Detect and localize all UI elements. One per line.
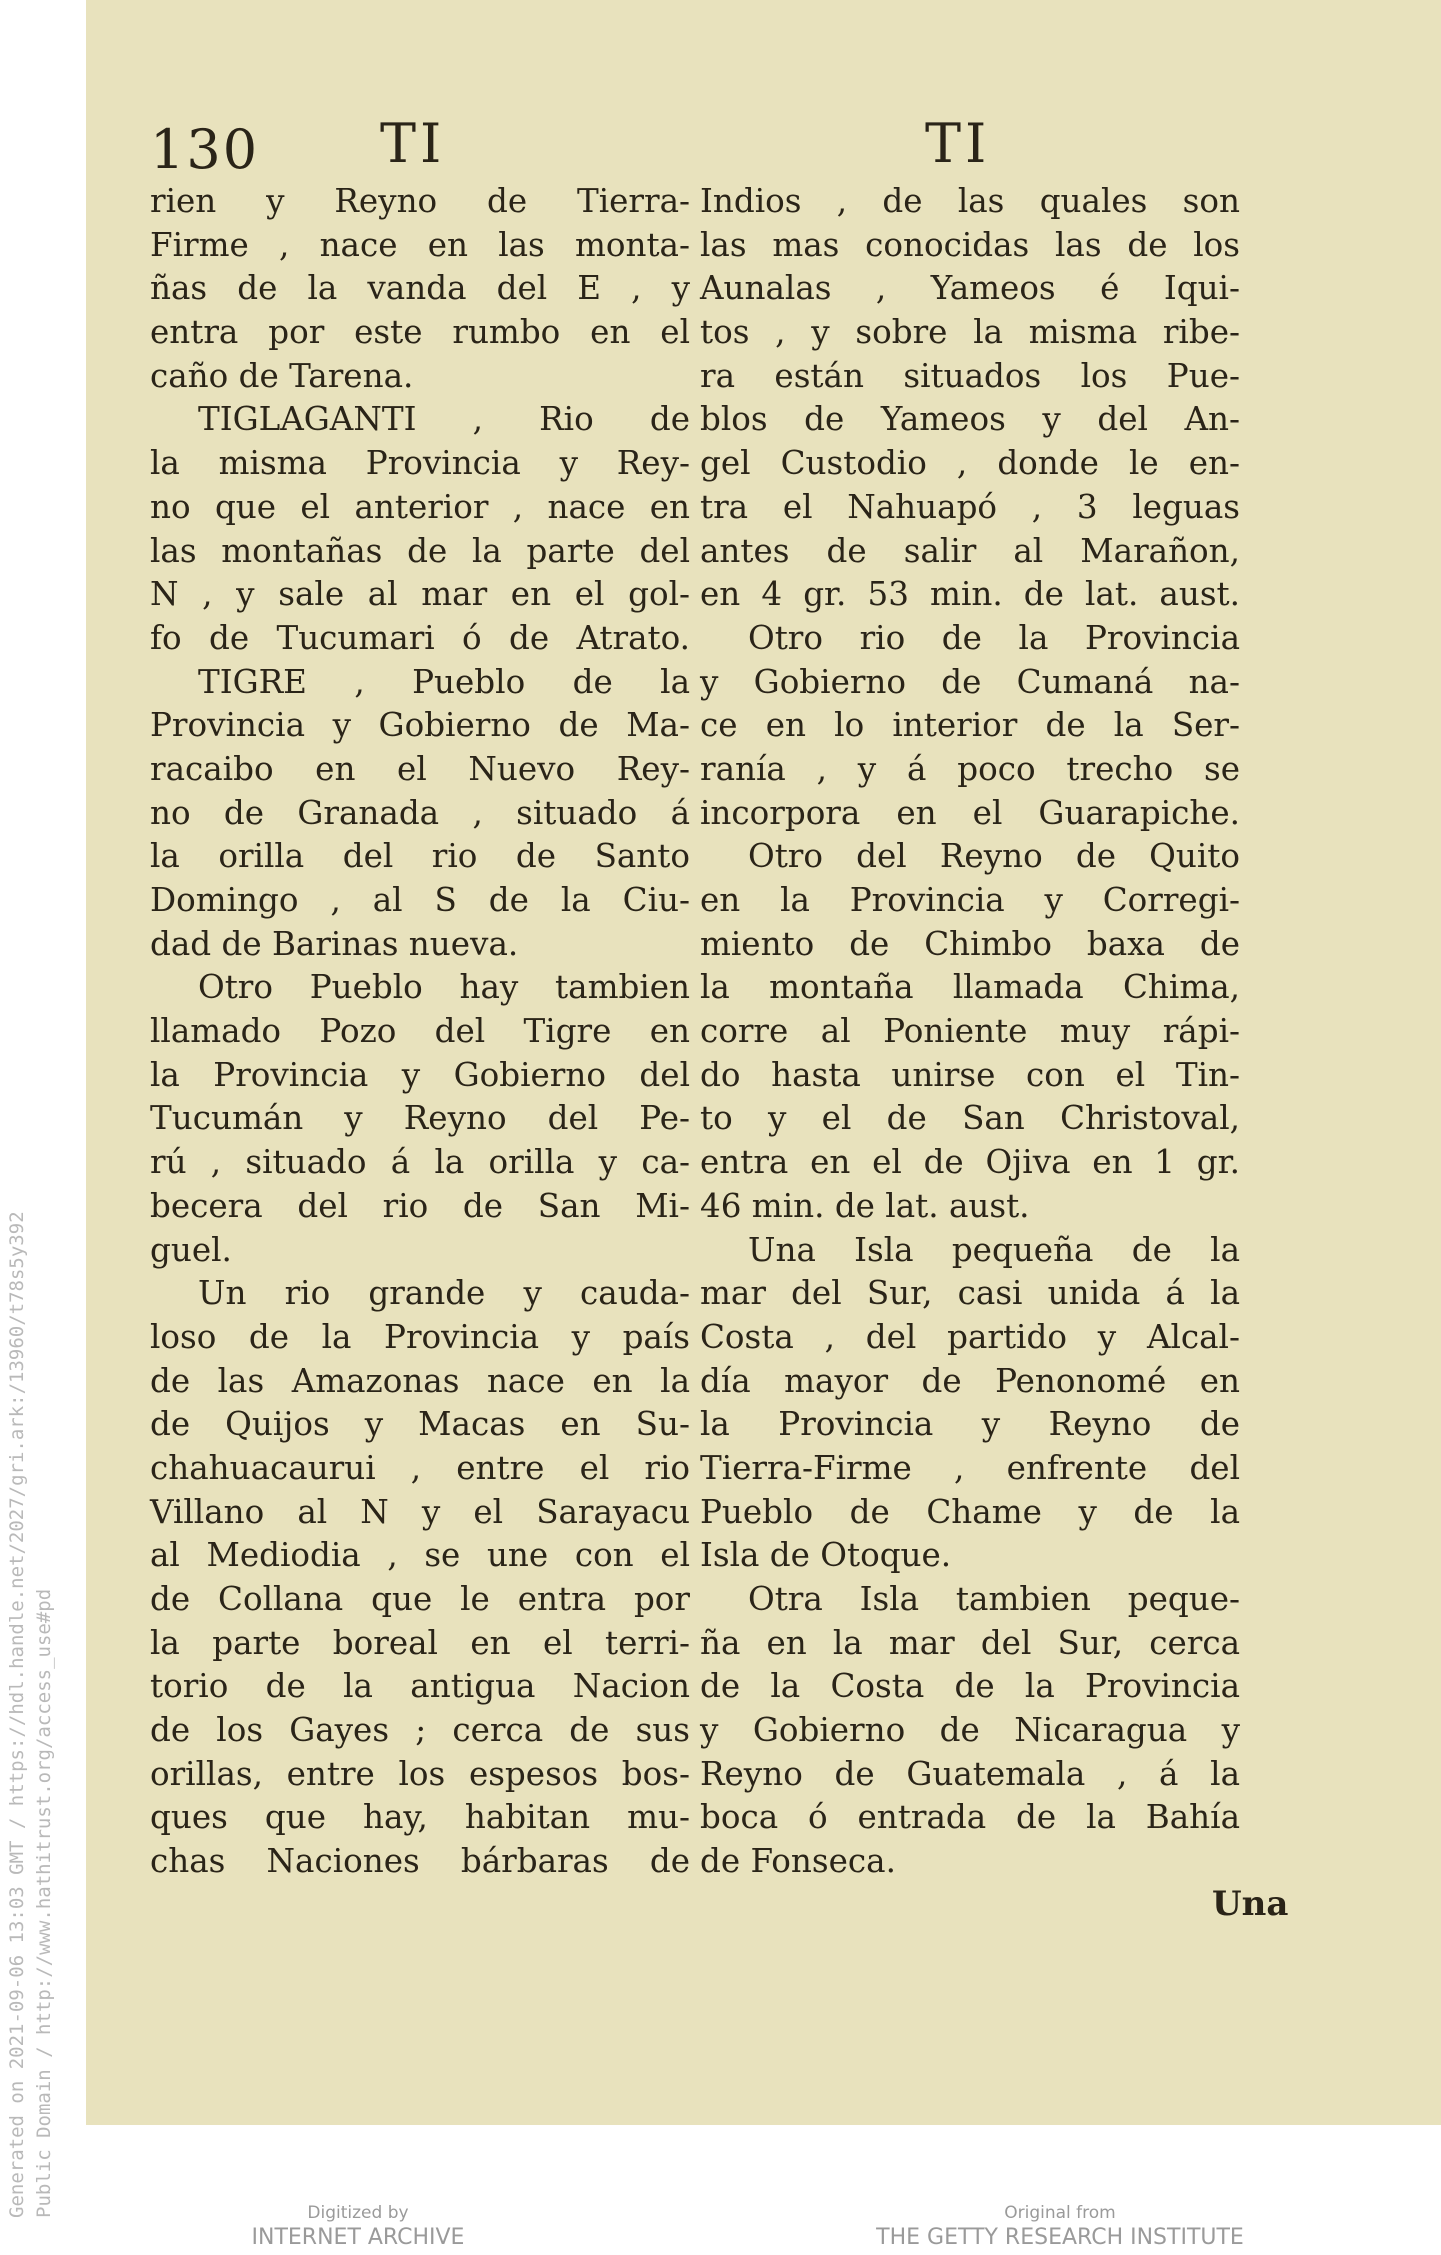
- text-line: tra el Nahuapó , 3 leguas: [700, 487, 1240, 526]
- text-line: chahuacaurui , entre el rio: [150, 1448, 690, 1487]
- text-line: caño de Tarena.: [150, 356, 414, 395]
- text-line: ce en lo interior de la Ser-: [700, 706, 1240, 745]
- text-line: la orilla del rio de Santo: [150, 837, 690, 876]
- text-line: dad de Barinas nueva.: [150, 924, 519, 963]
- text-line: antes de salir al Marañon,: [700, 531, 1240, 570]
- text-line: blos de Yameos y del An-: [700, 400, 1240, 439]
- running-head-right: TI: [925, 112, 991, 175]
- text-line: Otro Pueblo hay tambien: [198, 968, 690, 1007]
- text-line: Tierra-Firme , enfrente del: [700, 1448, 1240, 1487]
- text-line: corre al Poniente muy rápi-: [700, 1012, 1240, 1051]
- text-line: entra por este rumbo en el: [150, 313, 690, 352]
- text-line: de los Gayes ; cerca de sus: [150, 1711, 690, 1750]
- text-line: Indios , de las quales son: [700, 182, 1240, 220]
- text-line: ra están situados los Pue-: [700, 356, 1240, 395]
- text-line: día mayor de Penonomé en: [700, 1361, 1240, 1400]
- text-line: ña en la mar del Sur, cerca: [700, 1623, 1240, 1662]
- text-line: Otra Isla tambien peque-: [748, 1580, 1240, 1618]
- text-line: Una Isla pequeña de la: [748, 1230, 1240, 1269]
- text-line: rú , situado á la orilla y ca-: [150, 1143, 690, 1182]
- running-head-left: TI: [380, 112, 446, 175]
- text-line: boca ó entrada de la Bahía: [700, 1798, 1240, 1837]
- text-line: al Mediodia , se une con el: [150, 1536, 690, 1575]
- digitized-by-credit: [236, 2203, 480, 2253]
- text-line: ñas de la vanda del E , y: [150, 269, 690, 308]
- source-institution: THE GETTY RESEARCH INSTITUTE: [876, 2225, 1244, 2250]
- text-line: no que el anterior , nace en: [150, 487, 690, 526]
- text-line: en la Provincia y Corregi-: [700, 881, 1240, 919]
- text-line: becera del rio de San Mi-: [150, 1186, 690, 1225]
- catchword: Una: [1212, 1884, 1289, 1924]
- text-line: loso de la Provincia y país: [150, 1317, 690, 1356]
- text-line: guel.: [150, 1230, 232, 1269]
- text-line: fo de Tucumari ó de Atrato.: [150, 618, 690, 657]
- text-line: Costa , del partido y Alcal-: [700, 1317, 1240, 1356]
- text-line: Reyno de Guatemala , á la: [700, 1754, 1240, 1793]
- text-line: Villano al N y el Sarayacu: [150, 1492, 690, 1531]
- text-line: 46 min. de lat. aust.: [700, 1186, 1030, 1225]
- provenance-line-generated: Generated on 2021-09-06 13:03 GMT / https://hdl.handle.net/2027/gri.ark:/13960/t78s5y392: [6, 1211, 28, 2218]
- digitizer-name: INTERNET ARCHIVE: [251, 2225, 465, 2250]
- text-line: TIGRE , Pueblo de la: [198, 662, 690, 701]
- page-number: 130: [150, 118, 260, 181]
- text-line: do hasta unirse con el Tin-: [700, 1055, 1240, 1094]
- text-line: Pueblo de Chame y de la: [700, 1492, 1240, 1531]
- text-line: Isla de Otoque.: [700, 1536, 952, 1575]
- text-line: Aunalas , Yameos é Iqui-: [700, 269, 1240, 308]
- text-line: gel Custodio , donde le en-: [700, 444, 1240, 483]
- text-line: ranía , y á poco trecho se: [700, 749, 1240, 788]
- text-line: incorpora en el Guarapiche.: [700, 793, 1240, 832]
- text-line: la Provincia y Reyno de: [700, 1405, 1240, 1444]
- text-line: Firme , nace en las monta-: [150, 225, 690, 264]
- provenance-note: [4, 1098, 72, 2218]
- text-line: N , y sale al mar en el gol-: [150, 575, 690, 614]
- right-column: [700, 180, 1240, 1884]
- text-line: las mas conocidas las de los: [700, 225, 1240, 264]
- text-line: y Gobierno de Nicaragua y: [700, 1711, 1240, 1750]
- text-line: la parte boreal en el terri-: [150, 1623, 690, 1662]
- text-line: Domingo , al S de la Ciu-: [150, 881, 690, 919]
- digitized-by-label: Digitized by: [307, 2203, 409, 2223]
- text-line: TIGLAGANTI , Rio de: [198, 400, 690, 439]
- original-from-label: Original from: [1004, 2203, 1116, 2223]
- text-line: rien y Reyno de Tierra-: [150, 182, 690, 220]
- text-line: chas Naciones bárbaras de: [150, 1842, 690, 1881]
- left-column: [150, 180, 690, 1884]
- original-from-credit: [870, 2203, 1250, 2253]
- provenance-line-rights: Public Domain / http://www.hathitrust.org/access_use#pd: [33, 1588, 55, 2218]
- text-line: racaibo en el Nuevo Rey-: [150, 749, 690, 788]
- text-line: la Provincia y Gobierno del: [150, 1055, 690, 1094]
- text-line: miento de Chimbo baxa de: [700, 924, 1240, 963]
- text-line: Provincia y Gobierno de Ma-: [150, 706, 690, 745]
- text-line: Otro rio de la Provincia: [748, 618, 1240, 657]
- text-line: tos , y sobre la misma ribe-: [700, 313, 1240, 352]
- text-line: ques que hay, habitan mu-: [150, 1798, 690, 1837]
- text-line: entra en el de Ojiva en 1 gr.: [700, 1143, 1240, 1182]
- text-line: llamado Pozo del Tigre en: [150, 1012, 690, 1051]
- text-line: en 4 gr. 53 min. de lat. aust.: [700, 575, 1240, 614]
- text-line: de Collana que le entra por: [150, 1580, 690, 1618]
- text-line: de Fonseca.: [700, 1842, 896, 1881]
- text-line: to y el de San Christoval,: [700, 1099, 1240, 1138]
- text-line: la misma Provincia y Rey-: [150, 444, 690, 483]
- text-line: no de Granada , situado á: [150, 793, 690, 832]
- text-line: Otro del Reyno de Quito: [748, 837, 1240, 876]
- text-line: orillas, entre los espesos bos-: [150, 1754, 690, 1793]
- text-line: torio de la antigua Nacion: [150, 1667, 690, 1706]
- text-line: Tucumán y Reyno del Pe-: [150, 1099, 690, 1138]
- text-line: mar del Sur, casi unida á la: [700, 1274, 1240, 1313]
- text-line: de las Amazonas nace en la: [150, 1361, 690, 1400]
- text-line: las montañas de la parte del: [150, 531, 690, 570]
- text-line: la montaña llamada Chima,: [700, 968, 1240, 1007]
- text-line: de Quijos y Macas en Su-: [150, 1405, 690, 1444]
- text-line: y Gobierno de Cumaná na-: [700, 662, 1240, 701]
- text-line: de la Costa de la Provincia: [700, 1667, 1240, 1706]
- text-line: Un rio grande y cauda-: [198, 1274, 690, 1313]
